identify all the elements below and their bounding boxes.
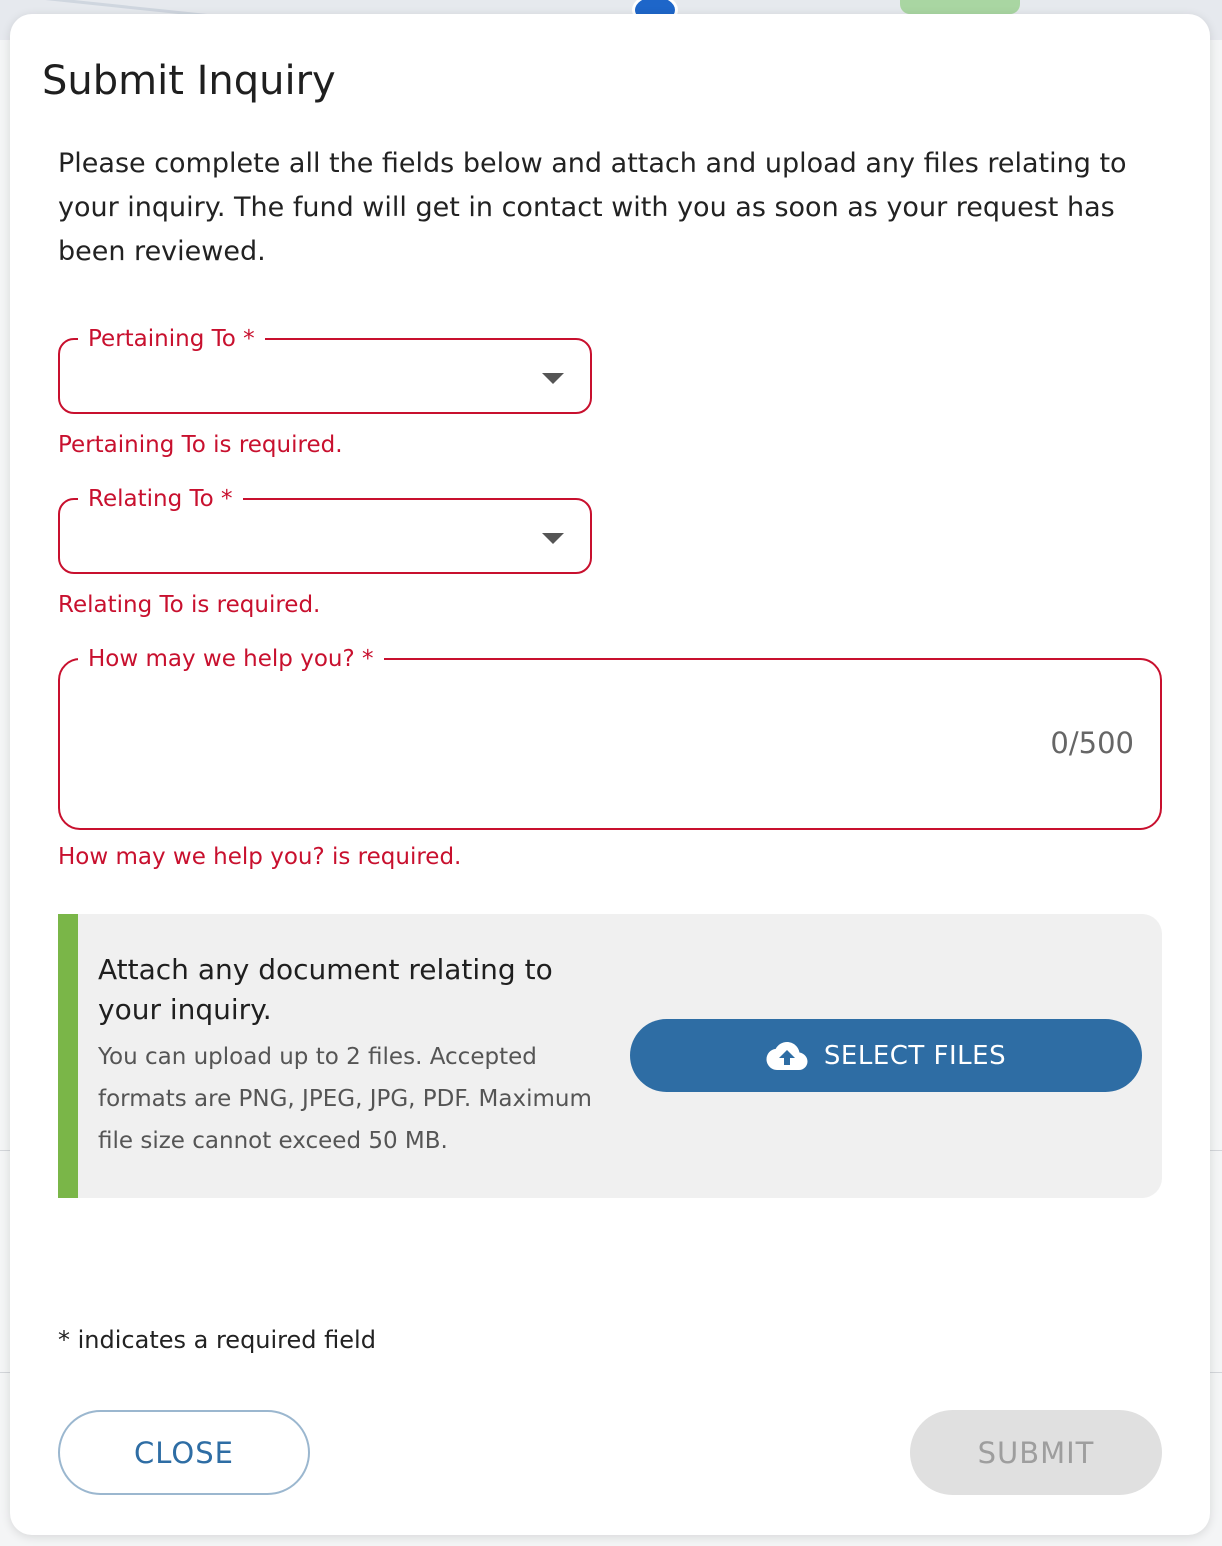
pertaining-to-label: Pertaining To *: [78, 320, 265, 358]
close-button[interactable]: CLOSE: [58, 1410, 310, 1495]
help-textarea[interactable]: [84, 686, 1028, 810]
help-error: How may we help you? is required.: [58, 844, 462, 870]
help-label: How may we help you? *: [78, 640, 384, 678]
chevron-down-icon[interactable]: [542, 533, 564, 544]
upload-description: You can upload up to 2 files. Accepted formats are PNG, JPEG, JPG, PDF. Maximum file size cannot exceed 50 MB.: [98, 1044, 592, 1154]
required-field-note: * indicates a required field: [58, 1326, 376, 1354]
pertaining-to-select[interactable]: [58, 326, 592, 414]
select-files-button[interactable]: [630, 1019, 1142, 1092]
relating-to-error: Relating To is required.: [58, 592, 321, 618]
chevron-down-icon[interactable]: [542, 373, 564, 384]
submit-inquiry-dialog: [10, 14, 1210, 1535]
file-upload-panel: [58, 914, 1162, 1198]
map-park: [900, 0, 1020, 14]
upload-accent-bar: [58, 914, 78, 1198]
pertaining-to-error: Pertaining To is required.: [58, 432, 343, 458]
submit-button[interactable]: SUBMIT: [910, 1410, 1162, 1495]
select-files-label: SELECT FILES: [823, 1040, 1007, 1071]
relating-to-label: Relating To *: [78, 480, 243, 518]
upload-title: Attach any document relating to your inquiry.: [98, 953, 553, 1026]
relating-to-select[interactable]: [58, 486, 592, 574]
dialog-intro-text: Please complete all the fields below and attach and upload any files relating to your inquiry. The fund will get in contact with you as soon as your request has been reviewed.: [58, 148, 1127, 267]
cloud-upload-icon: [766, 1041, 808, 1071]
help-textarea-field[interactable]: [58, 646, 1162, 830]
character-counter: 0/500: [1050, 726, 1134, 760]
dialog-title: Submit Inquiry: [42, 58, 336, 104]
